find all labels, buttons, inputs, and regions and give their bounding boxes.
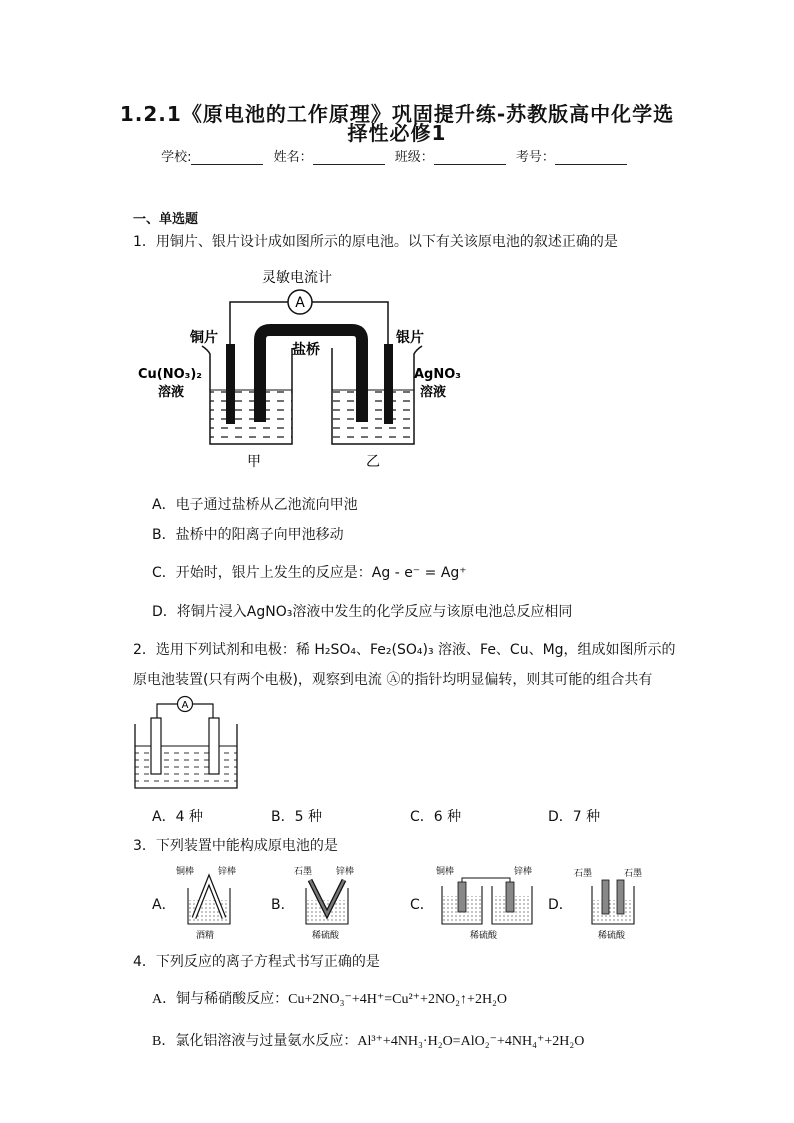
school-blank[interactable] <box>191 152 263 165</box>
galvanometer-label: 灵敏电流计 <box>262 270 332 286</box>
student-info-row <box>0 146 794 165</box>
q3b-rod1-label: 石墨 <box>294 867 313 877</box>
page-title-line2: 择性必修1 <box>347 121 447 145</box>
q2-right-electrode <box>209 718 219 774</box>
q1-figure <box>138 262 480 472</box>
left-solution-formula: Cu(NO₃)₂ <box>138 367 202 382</box>
q3-figure-c <box>430 862 542 942</box>
q3-stem: 3．下列装置中能构成原电池的是 <box>133 838 338 854</box>
q2-left-electrode <box>151 718 161 774</box>
left-solution-word: 溶液 <box>158 385 185 400</box>
q2-option-d[interactable]: D．7 种 <box>548 809 601 825</box>
q3b-liquid-label: 稀硫酸 <box>312 931 340 941</box>
copper-label: 铜片 <box>190 330 218 346</box>
school-label: 学校: <box>161 150 192 165</box>
right-wire <box>312 302 388 344</box>
right-solution-word: 溶液 <box>420 385 447 400</box>
q2-option-c[interactable]: C．6 种 <box>410 809 462 825</box>
salt-bridge-label: 盐桥 <box>292 342 320 358</box>
cell-yi-label: 乙 <box>366 454 380 470</box>
q3c-left-rod <box>458 882 466 912</box>
q4-option-a[interactable]: A．铜与稀硝酸反应：Cu+2NO₃⁻+4H⁺=Cu²⁺+2NO₂↑+2H₂O <box>152 992 508 1007</box>
number-label: 考号： <box>515 150 555 165</box>
q2-option-a[interactable]: A．4 种 <box>152 809 203 825</box>
q3d-rod2-label: 石墨 <box>624 869 643 879</box>
q3d-right-rod <box>617 880 624 914</box>
q3a-liquid-label: 酒精 <box>196 931 215 941</box>
section-heading: 一、单选题 <box>133 212 199 227</box>
q3-option-d-letter[interactable]: D． <box>548 897 573 913</box>
q3c-right-rod <box>506 882 514 912</box>
q1-option-a[interactable]: A．电子通过盐桥从乙池流向甲池 <box>152 497 358 513</box>
class-blank[interactable] <box>434 152 506 165</box>
q3d-liquid-label: 稀硫酸 <box>598 931 626 941</box>
left-liquid <box>210 390 292 444</box>
q2-option-b[interactable]: B．5 种 <box>271 809 322 825</box>
q3a-rod2-label: 锌棒 <box>218 867 237 877</box>
q3-figure-d <box>572 862 652 942</box>
q2-stem-line1: 2．选用下列试剂和电极：稀 H₂SO₄、Fe₂(SO₄)₃ 溶液、Fe、Cu、Mg，组成如图所示的 <box>133 642 676 658</box>
page-title-line1: 1.2.1《原电池的工作原理》巩固提升练-苏教版高中化学选 <box>119 102 675 126</box>
q4-stem: 4．下列反应的离子方程式书写正确的是 <box>133 954 380 970</box>
q3-option-c-letter[interactable]: C． <box>410 897 434 913</box>
q3-option-a-letter[interactable]: A． <box>152 897 176 913</box>
name-blank[interactable] <box>313 152 385 165</box>
silver-label: 银片 <box>396 330 424 346</box>
q1-option-b[interactable]: B．盐桥中的阳离子向甲池移动 <box>152 527 344 543</box>
q3d-left-rod <box>602 880 609 914</box>
q2-ammeter-letter: A <box>181 700 189 711</box>
q4-option-b[interactable]: B．氯化铝溶液与过量氨水反应：Al³⁺+4NH₃·H₂O=AlO₂⁻+4NH₄⁺+2H₂O <box>152 1034 585 1049</box>
class-label: 班级： <box>394 150 434 165</box>
number-blank[interactable] <box>555 152 627 165</box>
q3-figure-b <box>290 862 366 942</box>
q2-figure <box>133 694 241 794</box>
q2-stem-line2: 原电池装置(只有两个电极)，观察到电流 Ⓐ的指针均明显偏转，则其可能的组合共有 <box>133 672 653 688</box>
q3b-rod2-label: 锌棒 <box>336 867 355 877</box>
q1-option-d[interactable]: D．将铜片浸入AgNO₃溶液中发生的化学反应与该原电池总反应相同 <box>152 604 573 620</box>
q3-option-b-letter[interactable]: B． <box>271 897 295 913</box>
q1-option-c[interactable]: C．开始时，银片上发生的反应是：Ag - e⁻ = Ag⁺ <box>152 565 467 581</box>
q3-figure-a <box>172 862 248 942</box>
right-solution-formula: AgNO₃ <box>414 367 461 382</box>
name-label: 姓名： <box>273 150 313 165</box>
cell-jia-label: 甲 <box>247 454 261 470</box>
q3c-rod1-label: 铜棒 <box>436 867 455 877</box>
q3a-rod1-label: 铜棒 <box>176 867 195 877</box>
right-liquid <box>332 390 414 444</box>
q1-stem: 1．用铜片、银片设计成如图所示的原电池。以下有关该原电池的叙述正确的是 <box>133 234 618 250</box>
q3c-liquid-label: 稀硫酸 <box>470 931 498 941</box>
q3c-rod2-label: 锌棒 <box>514 867 533 877</box>
ammeter-letter: A <box>295 295 305 311</box>
q3d-rod1-label: 石墨 <box>574 869 593 879</box>
silver-electrode <box>384 344 393 424</box>
copper-electrode <box>226 344 235 424</box>
